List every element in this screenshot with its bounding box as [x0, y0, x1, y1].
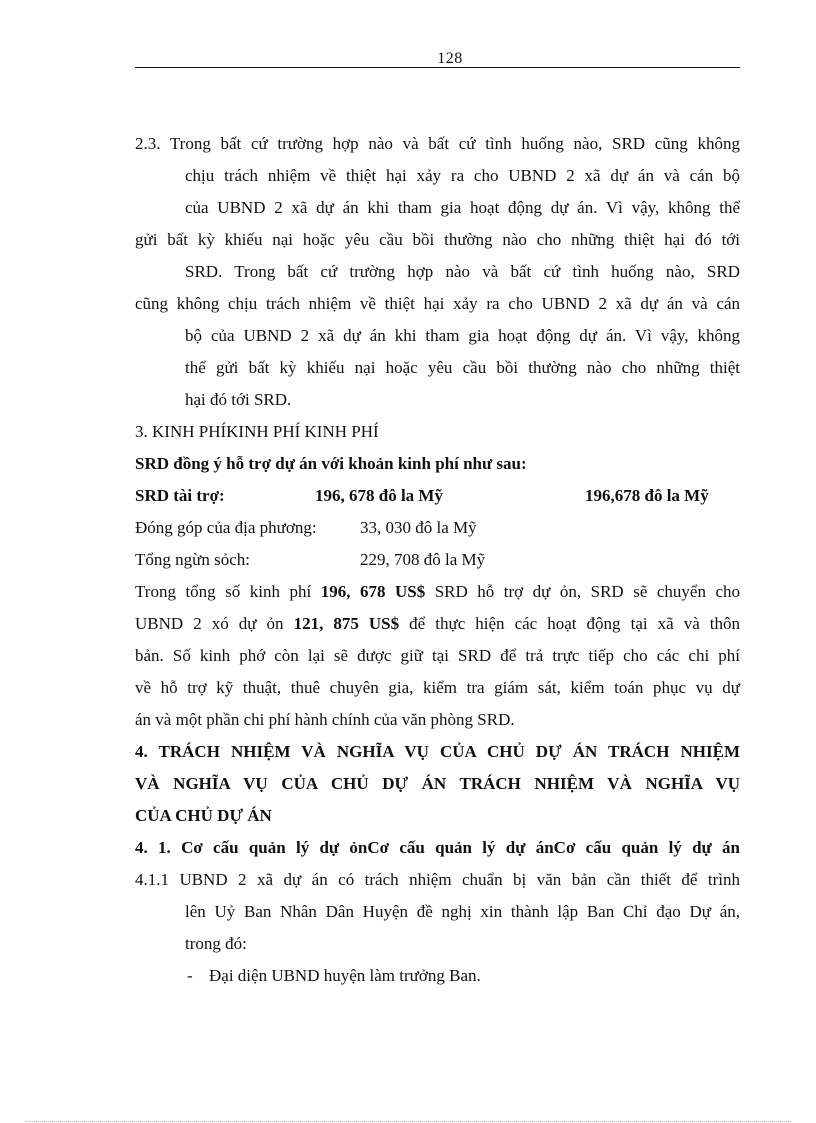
section-4-1-heading: 4. 1. Cơ cấu quản lý dự ỏnCơ cấu quản lý dự ánCơ cấu quản lý dự án [135, 838, 740, 857]
item-4-1-1-line: lên Uỷ Ban Nhân Dân Huyện đề nghị xin thành lập Ban Chỉ đạo Dự án, [185, 902, 740, 921]
bullet-text: Đại diện UBND huyện làm trưởng Ban. [209, 966, 481, 985]
section-4-heading: VÀ NGHĨA VỤ CỦA CHỦ DỰ ÁN TRÁCH NHIỆM VÀ NGHĨA VỤ [135, 774, 740, 793]
text-run: UBND 2 xó dự ỏn [135, 614, 294, 633]
bullet-item [135, 960, 740, 992]
section-2-3-line: SRD. Trong bất cứ trường hợp nào và bất cứ tình huống nào, SRD [185, 262, 740, 281]
section-4-heading: 4. TRÁCH NHIỆM VÀ NGHĨA VỤ CỦA CHỦ DỰ ÁN TRÁCH NHIỆM [135, 742, 740, 761]
page-number: 128 [437, 50, 463, 67]
section-4-heading: CỦA CHỦ DỰ ÁN [135, 806, 272, 825]
funding-intro: SRD đồng ý hỗ trợ dự án với khoản kinh phí như sau: [135, 454, 527, 473]
text-run: SRD hỗ trợ dự ỏn, SRD sẽ chuyển cho [425, 582, 740, 601]
bullet-dash: - [187, 966, 193, 985]
funding-value-duplicate: 196,678 đô la Mỹ [585, 486, 709, 505]
section-2-3-line: 2.3. Trong bất cứ trường hợp nào và bất cứ tình huống nào, SRD cũng không [135, 134, 740, 153]
text-run: để thực hiện các hoạt động tại xã và thôn [399, 614, 741, 633]
document-body [135, 128, 740, 992]
funding-row-local [135, 512, 740, 544]
funding-label: SRD tài trợ: [135, 486, 225, 505]
section-2-3-line: chịu trách nhiệm về thiệt hại xảy ra cho UBND 2 xã dự án và cán bộ [185, 166, 740, 185]
text-run: Trong tổng số kinh phí [135, 582, 321, 601]
funding-value: 196, 678 đô la Mỹ [315, 486, 443, 505]
funding-paragraph-line [135, 608, 740, 640]
funding-paragraph-line: án và một phần chi phí hành chính của văn phòng SRD. [135, 710, 515, 729]
section-2-3-line: của UBND 2 xã dự án khi tham gia hoạt động dự án. Vì vậy, không thể [185, 198, 740, 217]
funding-label: Đóng góp của địa phương: [135, 518, 317, 537]
footer-dotted-rule [25, 1121, 791, 1122]
section-2-3-line: hại đó tới SRD. [185, 390, 292, 409]
amount-highlight: 196, 678 US$ [320, 582, 426, 601]
section-2-3-line: bộ của UBND 2 xã dự án khi tham gia hoạt động dự án. Vì vậy, không [185, 326, 740, 345]
header-rule [135, 67, 740, 68]
funding-value: 229, 708 đô la Mỹ [360, 550, 486, 569]
section-2-3-line: cũng không chịu trách nhiệm về thiệt hại xảy ra cho UBND 2 xã dự án và cán [135, 294, 740, 313]
funding-label: Tổng ngừn sỏch: [135, 550, 250, 569]
funding-paragraph-line: bản. Số kinh phớ còn lại sẽ được giữ tại SRD để trả trực tiếp cho các chi phí [135, 646, 740, 665]
section-2-3-line: thể gửi bất kỳ khiếu nại hoặc yêu cầu bồi thường nào cho những thiệt [185, 358, 740, 377]
amount-highlight: 121, 875 US$ [293, 614, 400, 633]
funding-row-srd [135, 480, 740, 512]
section-3-heading: 3. KINH PHÍKINH PHÍ KINH PHÍ [135, 422, 379, 441]
funding-value: 33, 030 đô la Mỹ [360, 518, 477, 537]
item-4-1-1-line: trong đó: [185, 934, 247, 953]
section-2-3-line: gửi bất kỳ khiếu nại hoặc yêu cầu bồi thường nào cho những thiệt hại đó tới [135, 230, 740, 249]
funding-paragraph-line [135, 576, 740, 608]
item-4-1-1-line: 4.1.1 UBND 2 xã dự án có trách nhiệm chuẩn bị văn bản cần thiết để trình [135, 870, 740, 889]
funding-paragraph-line: về hỗ trợ kỹ thuật, thuê chuyên gia, kiểm tra giám sát, kiểm toán phục vụ dự [135, 678, 740, 697]
funding-row-total [135, 544, 740, 576]
